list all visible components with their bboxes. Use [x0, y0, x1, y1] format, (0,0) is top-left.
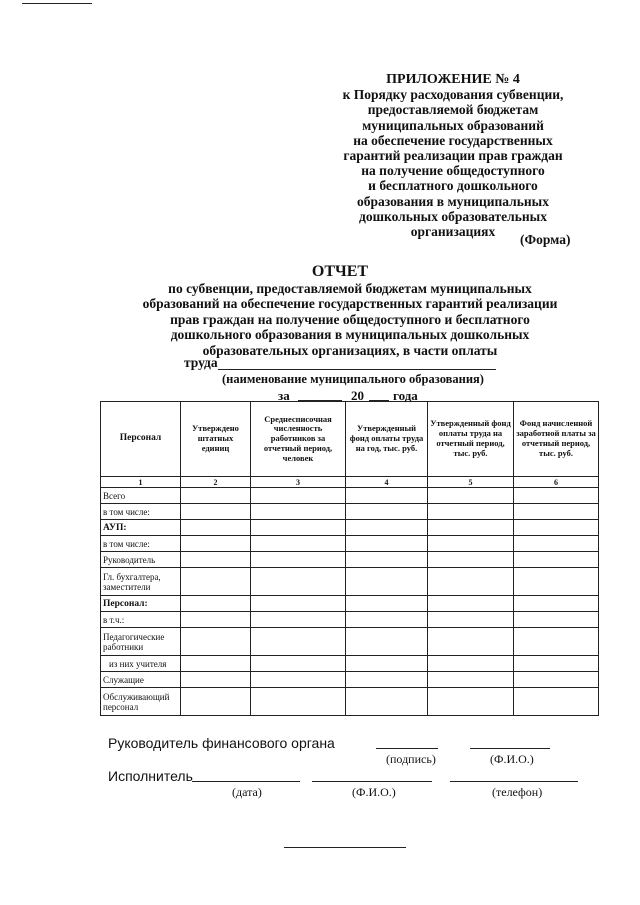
appendix-title: ПРИЛОЖЕНИЕ № 4	[386, 72, 520, 87]
table-cell[interactable]	[428, 536, 514, 552]
table-cell[interactable]	[251, 596, 346, 612]
table-cell[interactable]	[181, 656, 251, 672]
head-signature-label: Руководитель финансового органа	[108, 735, 335, 751]
appendix-line: предоставляемой бюджетам	[367, 102, 539, 118]
report-desc-line: прав граждан на получение общедоступного и бесплатного	[170, 311, 530, 327]
table-cell[interactable]	[181, 628, 251, 656]
table-cell[interactable]	[428, 504, 514, 520]
table-cell[interactable]	[428, 552, 514, 568]
table-cell[interactable]	[514, 596, 599, 612]
table-cell[interactable]	[428, 568, 514, 596]
table-cell[interactable]	[428, 612, 514, 628]
table-cell[interactable]	[514, 656, 599, 672]
table-cell[interactable]	[514, 688, 599, 716]
column-number: 1	[101, 477, 181, 488]
table-cell[interactable]	[514, 552, 599, 568]
appendix-line: к Порядку расходования субвенции,	[342, 87, 564, 103]
table-cell[interactable]	[346, 672, 428, 688]
table-cell[interactable]	[346, 536, 428, 552]
fio-caption: (Ф.И.О.)	[490, 752, 534, 766]
appendix-line: на получение общедоступного	[361, 163, 545, 179]
row-label: в т.ч.:	[101, 612, 181, 628]
table-cell[interactable]	[251, 568, 346, 596]
table-header-cell: Персонал	[101, 402, 181, 477]
table-cell[interactable]	[251, 656, 346, 672]
table-cell[interactable]	[181, 596, 251, 612]
table-cell[interactable]	[181, 504, 251, 520]
table-cell[interactable]	[514, 628, 599, 656]
head-signature-line[interactable]	[376, 748, 438, 749]
executor-fio-caption: (Ф.И.О.)	[352, 785, 396, 799]
table-header-cell: Утвержденный фонд оплаты труда на отчетный период, тыс. руб.	[428, 402, 514, 477]
row-label: Персонал:	[101, 596, 181, 612]
table-cell[interactable]	[428, 656, 514, 672]
table-cell[interactable]	[514, 536, 599, 552]
table-cell[interactable]	[251, 520, 346, 536]
table-header-row	[101, 402, 599, 477]
table-header-cell: Фонд начисленной заработной платы за отчетный период, тыс. руб.	[514, 402, 599, 477]
table-cell[interactable]	[251, 536, 346, 552]
table-cell[interactable]	[181, 520, 251, 536]
table-row	[101, 672, 599, 688]
year-prefix: 20	[351, 388, 364, 403]
table-cell[interactable]	[514, 488, 599, 504]
row-label: АУП:	[101, 520, 181, 536]
bottom-rule	[284, 847, 406, 848]
row-label: Служащие	[101, 672, 181, 688]
table-cell[interactable]	[428, 596, 514, 612]
report-desc-line: дошкольного образования в муниципальных дошкольных	[170, 327, 530, 343]
row-label: Руководитель	[101, 552, 181, 568]
table-row	[101, 504, 599, 520]
row-label: Гл. бухгалтера, заместители	[101, 568, 181, 596]
column-number-row	[101, 477, 599, 488]
executor-phone-line[interactable]	[450, 781, 578, 782]
table-cell[interactable]	[251, 688, 346, 716]
date-caption: (дата)	[232, 785, 262, 799]
appendix-line: организациях	[410, 224, 496, 240]
table-cell[interactable]	[428, 672, 514, 688]
table-cell[interactable]	[428, 688, 514, 716]
table-cell[interactable]	[346, 628, 428, 656]
table-row	[101, 488, 599, 504]
appendix-line: гарантий реализации прав граждан	[343, 148, 563, 164]
table-cell[interactable]	[346, 612, 428, 628]
report-desc-line: образовательных организациях, в части оплаты	[202, 342, 498, 358]
executor-fio-line[interactable]	[312, 781, 432, 782]
table-cell[interactable]	[428, 520, 514, 536]
table-cell[interactable]	[251, 488, 346, 504]
table-cell[interactable]	[181, 688, 251, 716]
report-description	[110, 281, 590, 358]
report-title: ОТЧЕТ	[311, 263, 369, 280]
table-cell[interactable]	[181, 672, 251, 688]
table-header-cell: Утвержденный фонд оплаты труда на год, тыс. руб.	[346, 402, 428, 477]
table-cell[interactable]	[514, 520, 599, 536]
table-cell[interactable]	[346, 596, 428, 612]
top-rule	[22, 3, 92, 4]
table-header-cell: Утверждено штатных единиц	[181, 402, 251, 477]
column-number: 4	[346, 477, 428, 488]
table-cell[interactable]	[346, 488, 428, 504]
table-cell[interactable]	[251, 612, 346, 628]
table-cell[interactable]	[346, 552, 428, 568]
table-cell[interactable]	[346, 520, 428, 536]
form-label: (Форма)	[520, 232, 571, 247]
table-row	[101, 568, 599, 596]
report-desc-line: образований на обеспечение государственных гарантий реализации	[142, 296, 558, 312]
column-number: 5	[428, 477, 514, 488]
appendix-line: и бесплатного дошкольного	[368, 178, 538, 194]
table-row	[101, 688, 599, 716]
table-cell[interactable]	[181, 536, 251, 552]
report-table	[100, 401, 599, 716]
table-cell[interactable]	[346, 568, 428, 596]
signature-caption: (подпись)	[386, 752, 436, 766]
table-cell[interactable]	[181, 612, 251, 628]
column-number: 3	[251, 477, 346, 488]
table-cell[interactable]	[428, 488, 514, 504]
table-cell[interactable]	[428, 628, 514, 656]
municipality-blank-line[interactable]	[218, 369, 496, 370]
table-row	[101, 612, 599, 628]
appendix-line: муниципальных образований	[362, 117, 544, 133]
table-row	[101, 536, 599, 552]
table-cell[interactable]	[251, 672, 346, 688]
period-label: за	[278, 388, 290, 403]
row-label: из них учителя	[101, 656, 181, 672]
table-cell[interactable]	[251, 552, 346, 568]
appendix-line: на обеспечение государственных	[353, 132, 553, 148]
table-cell[interactable]	[514, 672, 599, 688]
table-cell[interactable]	[181, 488, 251, 504]
table-cell[interactable]	[251, 504, 346, 520]
appendix-line: образования в муниципальных	[357, 193, 549, 209]
table-cell[interactable]	[346, 688, 428, 716]
table-row	[101, 656, 599, 672]
appendix-line: дошкольных образовательных	[359, 208, 547, 224]
table-header-cell: Среднесписочная численность работников за отчетный период, человек	[251, 402, 346, 477]
column-number: 6	[514, 477, 599, 488]
table-cell[interactable]	[346, 504, 428, 520]
table-row	[101, 596, 599, 612]
trud-label: труда	[184, 355, 218, 370]
table-cell[interactable]	[251, 628, 346, 656]
column-number: 2	[181, 477, 251, 488]
executor-label: Исполнитель	[108, 768, 193, 784]
municipality-caption: (наименование муниципального образования)	[222, 372, 484, 386]
table-cell[interactable]	[514, 504, 599, 520]
row-label: в том числе:	[101, 536, 181, 552]
row-label: Всего	[101, 488, 181, 504]
table-cell[interactable]	[181, 552, 251, 568]
appendix-block	[318, 72, 588, 239]
row-label: в том числе:	[101, 504, 181, 520]
table-cell[interactable]	[346, 656, 428, 672]
head-fio-line[interactable]	[470, 748, 550, 749]
table-row	[101, 628, 599, 656]
phone-caption: (телефон)	[492, 785, 543, 799]
table-row	[101, 520, 599, 536]
report-desc-line: по субвенции, предоставляемой бюджетам муниципальных	[168, 281, 532, 296]
table-cell[interactable]	[181, 568, 251, 596]
row-label: Обслуживающий персонал	[101, 688, 181, 716]
row-label: Педагогические работники	[101, 628, 181, 656]
table-cell[interactable]	[514, 568, 599, 596]
table-row	[101, 552, 599, 568]
year-label: года	[393, 388, 418, 403]
table-cell[interactable]	[514, 612, 599, 628]
executor-date-line[interactable]	[192, 781, 300, 782]
